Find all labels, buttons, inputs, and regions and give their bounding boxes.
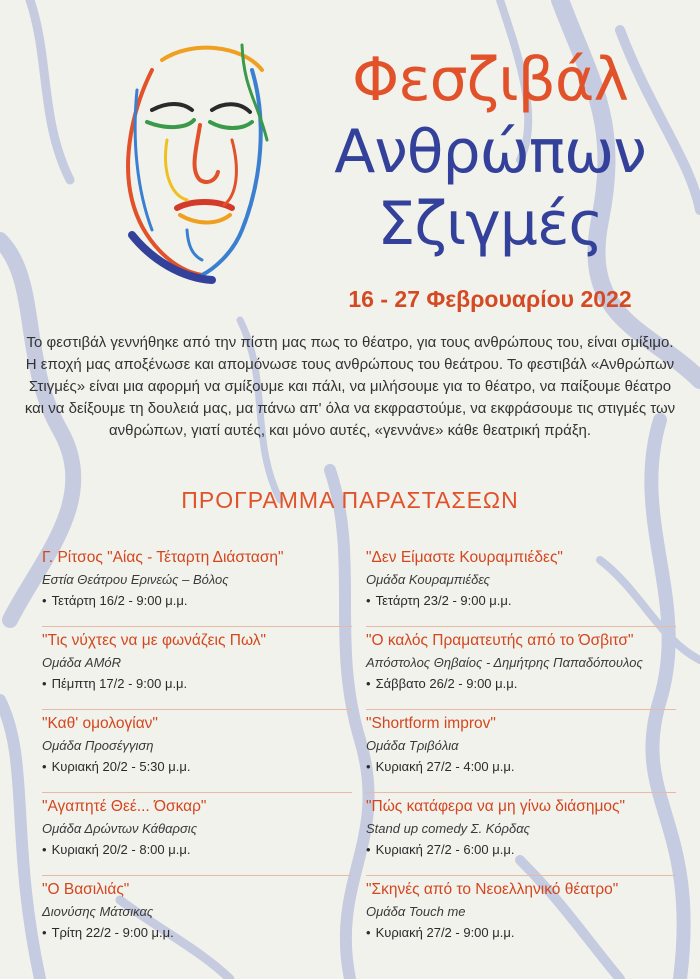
event-group: Ομάδα Δρώντων Κάθαρσις: [42, 821, 198, 836]
event-group: Απόστολος Θηβαίος - Δημήτρης Παπαδόπουλος: [366, 655, 643, 670]
event-group: Ομάδα Κουραμπιέδες: [366, 572, 490, 587]
intro-paragraph: Το φεστιβάλ γεννήθηκε από την πίστη μας πως το θέατρο, για τους ανθρώπους του, είναι σμίξιμο. Η εποχή μας αποξένωσε και απομόνωσε τους ανθρώπους του θεάτρου. Το φεστιβάλ «Ανθρώπων Στιγμές» είναι μια αφορμή να σμίξουμε και πάλι, να μιλήσουμε για το θέατρο, να παίξουμε θέατρο και να δείξουμε τη δουλειά μας, μα πάνω απ' όλα να εκφραστούμε, να εκφράσουμε τις στιγμές των ανθρώπων, γιατί αυτές, και μόνο αυτές, «γεννάνε» κάθε θεατρική πράξη.: [24, 334, 676, 439]
event-title: "Δεν Είμαστε Κουραμπιέδες": [366, 549, 563, 566]
festival-dates: 16 - 27 Φεβρουαρίου 2022: [348, 286, 632, 312]
event-title: "Shortform improv": [366, 715, 496, 732]
event-group: Ομάδα AMόR: [42, 655, 122, 670]
event-date: [366, 591, 666, 611]
event-title: "Καθ' ομολογίαν": [42, 715, 158, 732]
bullet-icon: •: [42, 842, 47, 857]
program-column-left: [42, 548, 342, 963]
bullet-icon: •: [42, 925, 47, 940]
bullet-icon: •: [366, 676, 371, 691]
bullet-icon: •: [366, 759, 371, 774]
program-event: [366, 548, 666, 631]
event-group: Εστία Θεάτρου Ερινεώς – Βόλος: [42, 572, 229, 587]
program-heading: ΠΡΟΓΡΑΜΜΑ ΠΑΡΑΣΤΑΣΕΩΝ: [181, 487, 519, 513]
event-date: [42, 923, 342, 943]
event-date: [366, 757, 666, 777]
event-title: "Σκηνές από το Νεοελληνικό θέατρο": [366, 881, 619, 898]
event-title: "Πώς κατάφερα να μη γίνω διάσημος": [366, 798, 625, 815]
event-date: [366, 674, 666, 694]
title-line-1: Φεσζιβάλ: [352, 45, 628, 115]
title-line-2: Ανθρώπων: [334, 117, 646, 187]
event-date-text: Τετάρτη 16/2 - 9:00 μ.μ.: [51, 593, 188, 608]
event-group: Ομάδα Touch me: [366, 904, 466, 919]
program-event: [366, 797, 666, 880]
event-title: "Ο Βασιλιάς": [42, 881, 130, 898]
program-event: [366, 880, 666, 963]
program-event: [42, 797, 342, 880]
event-date-text: Τρίτη 22/2 - 9:00 μ.μ.: [51, 925, 174, 940]
event-date-text: Τετάρτη 23/2 - 9:00 μ.μ.: [375, 593, 512, 608]
program-event: [366, 631, 666, 714]
event-group: Stand up comedy Σ. Κόρδας: [366, 821, 530, 836]
event-date-text: Κυριακή 27/2 - 4:00 μ.μ.: [375, 759, 515, 774]
festival-title: [300, 44, 680, 260]
program-event: [366, 714, 666, 797]
bullet-icon: •: [42, 593, 47, 608]
title-line-3: Σζιγμές: [377, 189, 603, 259]
event-title: "Ο καλός Πραματευτής από το Όσβιτσ": [366, 632, 634, 649]
watercolor-face-illustration: [92, 30, 282, 290]
event-date-text: Κυριακή 27/2 - 6:00 μ.μ.: [375, 842, 515, 857]
event-date-text: Σάββατο 26/2 - 9:00 μ.μ.: [375, 676, 518, 691]
event-date: [42, 840, 342, 860]
event-title: Γ. Ρίτσος "Αίας - Τέταρτη Διάσταση": [42, 549, 284, 566]
bullet-icon: •: [366, 842, 371, 857]
event-group: Ομάδα Τριβόλια: [366, 738, 459, 753]
event-title: "Τις νύχτες να με φωνάζεις Πωλ": [42, 632, 267, 649]
bullet-icon: •: [42, 759, 47, 774]
event-group: Διονύσης Μάτσικας: [42, 904, 154, 919]
bullet-icon: •: [42, 676, 47, 691]
event-date-text: Κυριακή 20/2 - 8:00 μ.μ.: [51, 842, 191, 857]
program-event: [42, 631, 342, 714]
event-title: "Αγαπητέ Θεέ... Όσκαρ": [42, 798, 207, 815]
bullet-icon: •: [366, 593, 371, 608]
program-column-right: [366, 548, 666, 963]
event-date: [366, 923, 666, 943]
event-date: [42, 757, 342, 777]
event-date: [42, 591, 342, 611]
event-date-text: Πέμπτη 17/2 - 9:00 μ.μ.: [51, 676, 188, 691]
program-event: [42, 880, 342, 963]
program-event: [42, 548, 342, 631]
program-event: [42, 714, 342, 797]
event-group: Ομάδα Προσέγγιση: [42, 738, 154, 753]
event-date-text: Κυριακή 20/2 - 5:30 μ.μ.: [51, 759, 191, 774]
event-date: [366, 840, 666, 860]
bullet-icon: •: [366, 925, 371, 940]
event-date-text: Κυριακή 27/2 - 9:00 μ.μ.: [375, 925, 515, 940]
event-date: [42, 674, 342, 694]
